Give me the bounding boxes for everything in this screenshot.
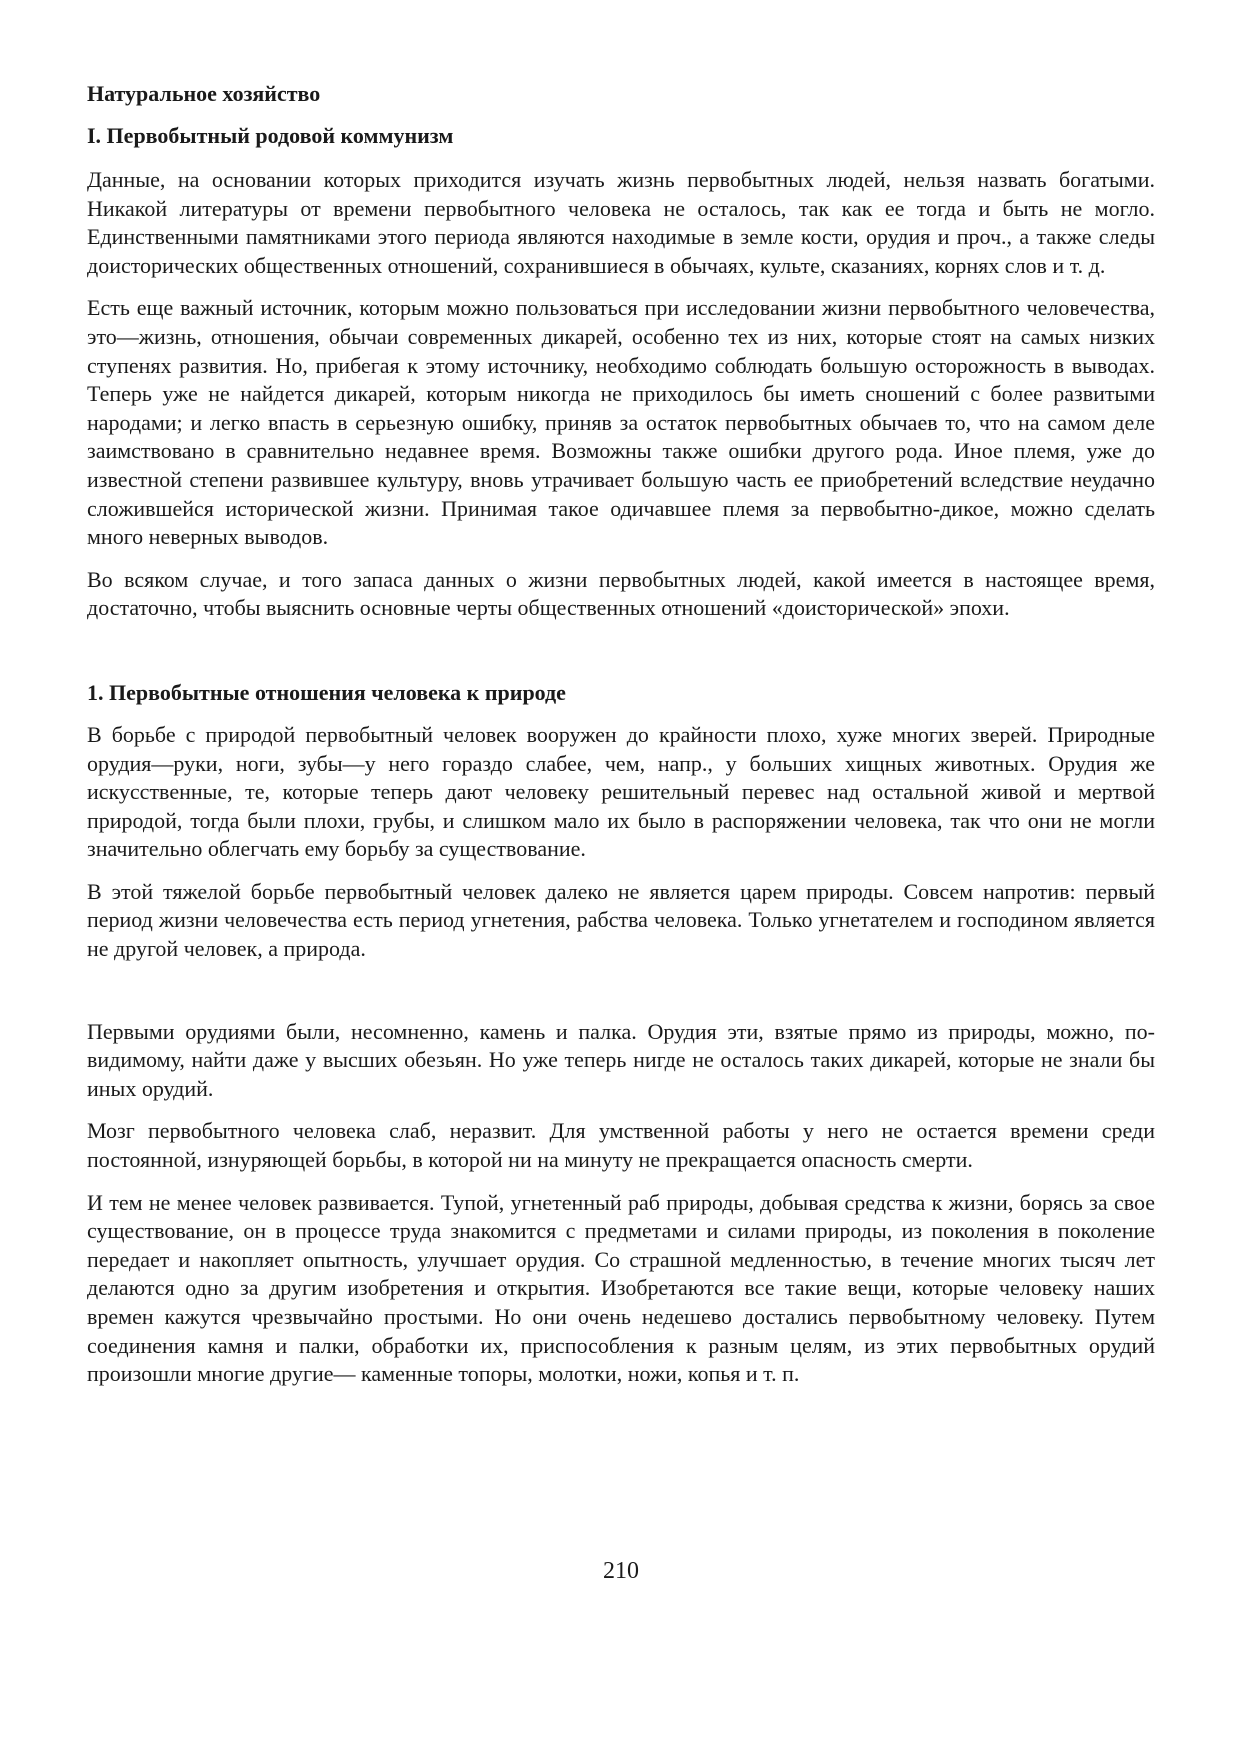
paragraph: Мозг первобытного человека слаб, неразвит. Для умственной работы у него не остается времени среди постоянной, изнуряющей борьбы, в которой ни на минуту не прекращается опасность смерти. [87, 1118, 1155, 1173]
paragraph: В этой тяжелой борьбе первобытный человек далеко не является царем природы. Совсем напротив: первый период жизни человечества есть период угнетения, рабства человека. Только угнетателем и господином является не другой человек, а природа. [87, 878, 1155, 962]
paragraph: Данные, на основании которых приходится изучать жизнь первобытных людей, нельзя назвать богатыми. Никакой литературы от времени первобытного человека не осталось, так как ее тогда и быть не могло. Единственными памятниками этого периода являются находимые в земле кости, орудия и проч., а также следы доисторических общественных отношений, сохранившиеся в обычаях, культе, сказаниях, корнях слов и т. д. [87, 167, 1155, 278]
section-title: 1. Первобытные отношения человека к природе [87, 679, 566, 705]
main-title: Натуральное хозяйство [87, 81, 321, 106]
document-page [87, 80, 1155, 1403]
paragraph: Есть еще важный источник, которым можно пользоваться при исследовании жизни первобытного человечества, это—жизнь, отношения, обычаи современных дикарей, особенно тех из них, которые стоят на самых низких ступенях развития. Но, прибегая к этому источнику, необходимо соблюдать большую осторожность в выводах. Теперь уже не найдется дикарей, которым никогда не приходилось бы иметь сношений с более развитыми народами; и легко впасть в серьезную ошибку, приняв за остаток первобытных обычаев то, что на самом деле заимствовано в сравнительно недавнее время. Возможны также ошибки другого рода. Иное племя, уже до известной степени развившее культуру, вновь утрачивает большую часть ее приобретений вследствие неудачно сложившейся исторической жизни. Принимая такое одичавшее племя за первобытно-дикое, можно сделать много неверных выводов. [87, 295, 1155, 550]
paragraph: Первыми орудиями были, несомненно, камень и палка. Орудия эти, взятые прямо из природы, можно, по-видимому, найти даже у высших обезьян. Но уже теперь нигде не осталось таких дикарей, которые не знали бы иных орудий. [87, 1018, 1155, 1101]
part-title: I. Первобытный родовой коммунизм [87, 123, 454, 148]
paragraph: В борьбе с природой первобытный человек вооружен до крайности плохо, хуже многих зверей. Природные орудия—руки, ноги, зубы—у него гораздо слабее, чем, напр., у больших хищных животных. Орудия же искусственные, те, которые теперь дают человеку решительный перевес над остальной живой и мертвой природой, тогда были плохи, грубы, и слишком мало их было в распоряжении человека, так что они не могли значительно облегчать ему борьбу за существование. [87, 721, 1155, 862]
paragraph: Во всяком случае, и того запаса данных о жизни первобытных людей, какой имеется в настоящее время, достаточно, чтобы выяснить основные черты общественных отношений «доисторической» эпохи. [87, 566, 1155, 621]
page-number: 210 [603, 1558, 639, 1584]
paragraph: И тем не менее человек развивается. Тупой, угнетенный раб природы, добывая средства к жизни, борясь за свое существование, он в процессе труда знакомится с предметами и силами природы, из поколения в поколение передает и накопляет опытность, улучшает орудия. Со страшной медленностью, в течение многих тысяч лет делаются одно за другим изобретения и открытия. Изобретаются все такие вещи, которые человеку наших времен кажутся чрезвычайно простыми. Но они очень недешево достались первобытному человеку. Путем соединения камня и палки, обработки их, приспособления к разным целям, из этих первобытных орудий произошли многие другие— каменные топоры, молотки, ножи, копья и т. п. [87, 1189, 1155, 1387]
